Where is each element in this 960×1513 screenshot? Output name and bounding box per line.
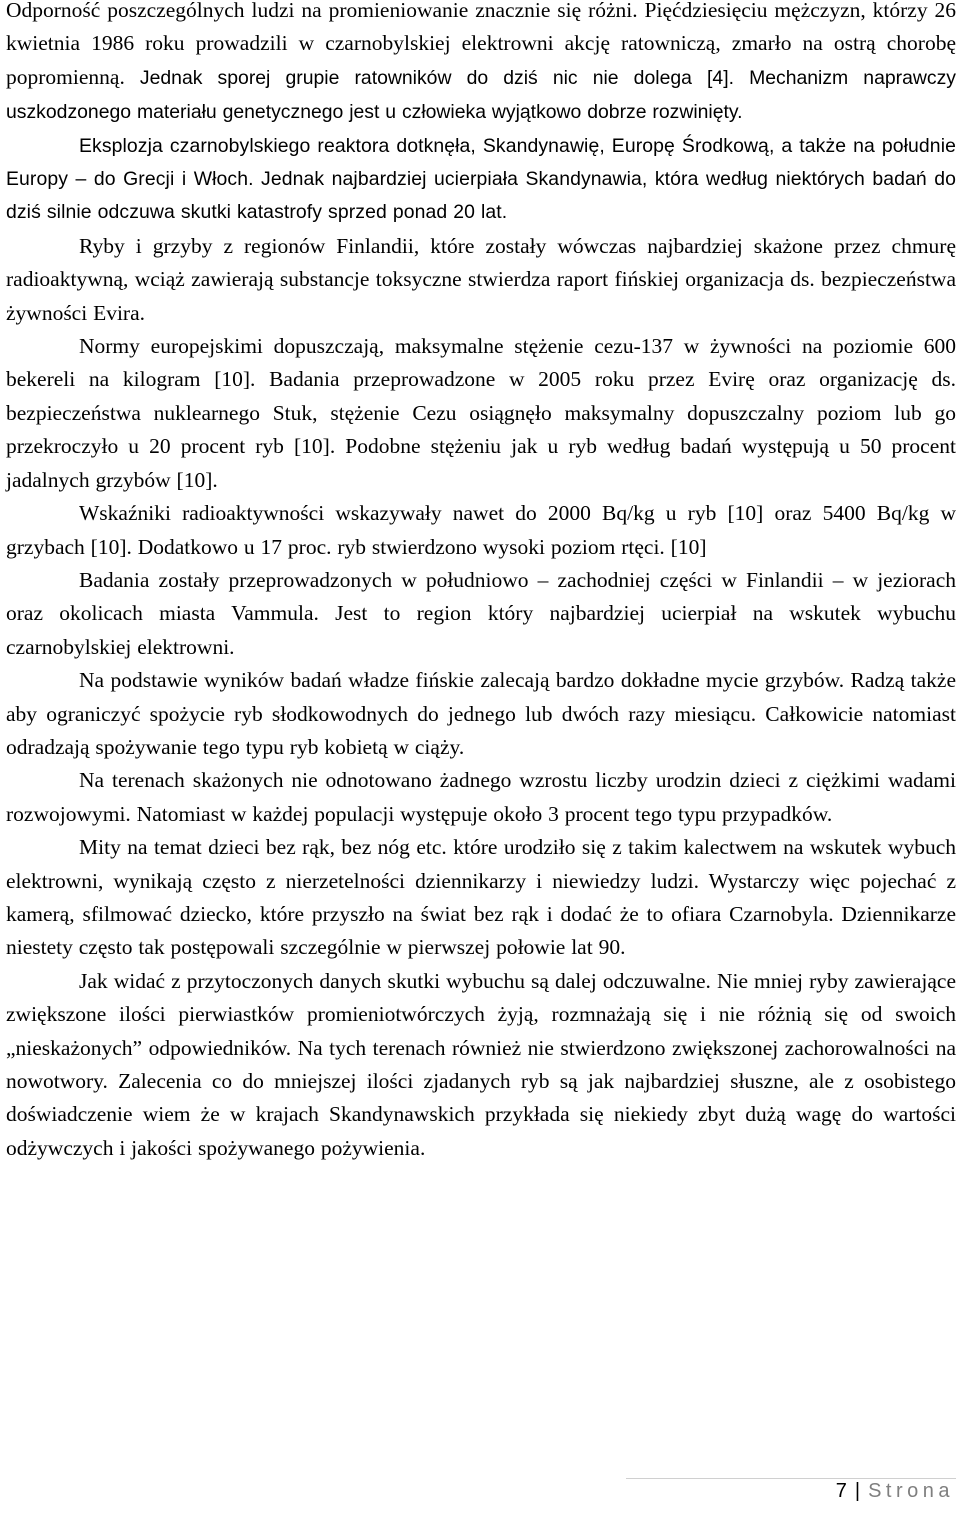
body-text bbox=[6, 0, 956, 1165]
paragraph-3-text: Ryby i grzyby z regionów Finlandii, które zostały wówczas najbardziej skażone przez chmurę radioaktywną, wciąż zawierają substancje toksyczne stwierdza raport fińskiej organizacja ds. bezpieczeństwa żywności Evira. bbox=[6, 233, 956, 325]
paragraph-7 bbox=[6, 664, 956, 764]
paragraph-2 bbox=[6, 130, 956, 230]
paragraph-4 bbox=[6, 330, 956, 497]
paragraph-1 bbox=[6, 0, 956, 130]
paragraph-10-text: Jak widać z przytoczonych danych skutki wybuchu są dalej odczuwalne. Nie mniej ryby zawierające zwiększone ilości pierwiastków promieniotwórczych żyją, rozmnażają się i nie różnią się od swoich „nieskażonych” odpowiedników. Na tych terenach również nie stwierdzono zwiększonej zachorowalności na nowotwory. Zalecenia co do mniejszej ilości zjadanych ryb są jak najbardziej słuszne, ale z osobistego doświadczenie wiem że w krajach Skandynawskich przykłada się niekiedy zbyt dużą wagę do wartości odżywczych i jakości spożywanego pożywienia. bbox=[6, 968, 956, 1160]
paragraph-3 bbox=[6, 230, 956, 330]
paragraph-1-run-1: Odporność poszczególnych ludzi na promieniowanie znacznie się różni. Pięćdziesięciu mężczyzn, którzy 26 kwietnia 1986 roku prowadzili w czarnobylskiej elektrowni akcję ratowniczą, zmarło na ostrą chorobę popromienną. bbox=[6, 0, 956, 89]
paragraph-9 bbox=[6, 831, 956, 965]
paragraph-10 bbox=[6, 965, 956, 1165]
page-number: 7 bbox=[835, 1480, 847, 1502]
paragraph-9-text: Mity na temat dzieci bez rąk, bez nóg etc. które urodziło się z takim kalectwem na wskutek wybuch elektrowni, wynikają często z nierzetelności dziennikarzy i niewiedzy ludzi. Wystarczy więc pojechać z kamerą, sfilmować dziecko, które przyszło na świat bez rąk i dodać że to ofiara Czarnobyla. Dziennikarze niestety często tak postępowali szczególnie w pierwszej połowie lat 90. bbox=[6, 835, 956, 960]
paragraph-8 bbox=[6, 764, 956, 831]
paragraph-5-text: Wskaźniki radioaktywności wskazywały nawet do 2000 Bq/kg u ryb [10] oraz 5400 Bq/kg w grzybach [10]. Dodatkowo u 17 proc. ryb stwierdzono wysoki poziom rtęci. [10] bbox=[6, 501, 956, 559]
footer-divider bbox=[626, 1478, 956, 1479]
paragraph-4-text: Normy europejskimi dopuszczają, maksymalne stężenie cezu-137 w żywności na poziomie 600 bekereli na kilogram [10]. Badania przeprowadzone w 2005 roku przez Evirę oraz organizację ds. bezpieczeństwa nuklearnego Stuk, stężenie Cezu osiągnęło maksymalny dopuszczalny poziom lub go przekroczyło u 20 procent ryb [10]. Podobne stężeniu jak u ryb według badań występują u 50 procent jadalnych grzybów [10]. bbox=[6, 334, 956, 492]
paragraph-1-run-2: Jednak sporej grupie ratowników do dziś nic nie dolega [4]. Mechanizm naprawczy uszkodzonego materiału genetycznego jest u człowieka wyjątkowo dobrze rozwinięty. bbox=[6, 66, 956, 124]
footer-separator: | bbox=[854, 1480, 861, 1502]
paragraph-6-text: Badania zostały przeprowadzonych w południowo – zachodniej części w Finlandii – w jeziorach oraz okolicach miasta Vammula. Jest to region który najbardziej ucierpiał na wskutek wybuchu czarnobylskiej elektrowni. bbox=[6, 567, 956, 659]
paragraph-5 bbox=[6, 497, 956, 564]
paragraph-2-text: Eksplozja czarnobylskiego reaktora dotknęła, Skandynawię, Europę Środkową, a także na południe Europy – do Grecji i Włoch. Jednak najbardziej ucierpiała Skandynawia, która według niektórych badań do dziś silnie odczuwa skutki katastrofy sprzed ponad 20 lat. bbox=[6, 134, 956, 224]
page-footer bbox=[836, 1480, 954, 1503]
paragraph-6 bbox=[6, 564, 956, 664]
footer-page-label: Strona bbox=[868, 1480, 954, 1502]
paragraph-8-text: Na terenach skażonych nie odnotowano żadnego wzrostu liczby urodzin dzieci z ciężkimi wadami rozwojowymi. Natomiast w każdej populacji występuje około 3 procent tego typu przypadków. bbox=[6, 768, 956, 826]
paragraph-7-text: Na podstawie wyników badań władze fińskie zalecają bardzo dokładne mycie grzybów. Radzą także aby ograniczyć spożycie ryb słodkowodnych do jednego lub dwóch razy miesiącu. Całkowicie natomiast odradzają spożywanie tego typu ryb kobietą w ciąży. bbox=[6, 668, 956, 759]
